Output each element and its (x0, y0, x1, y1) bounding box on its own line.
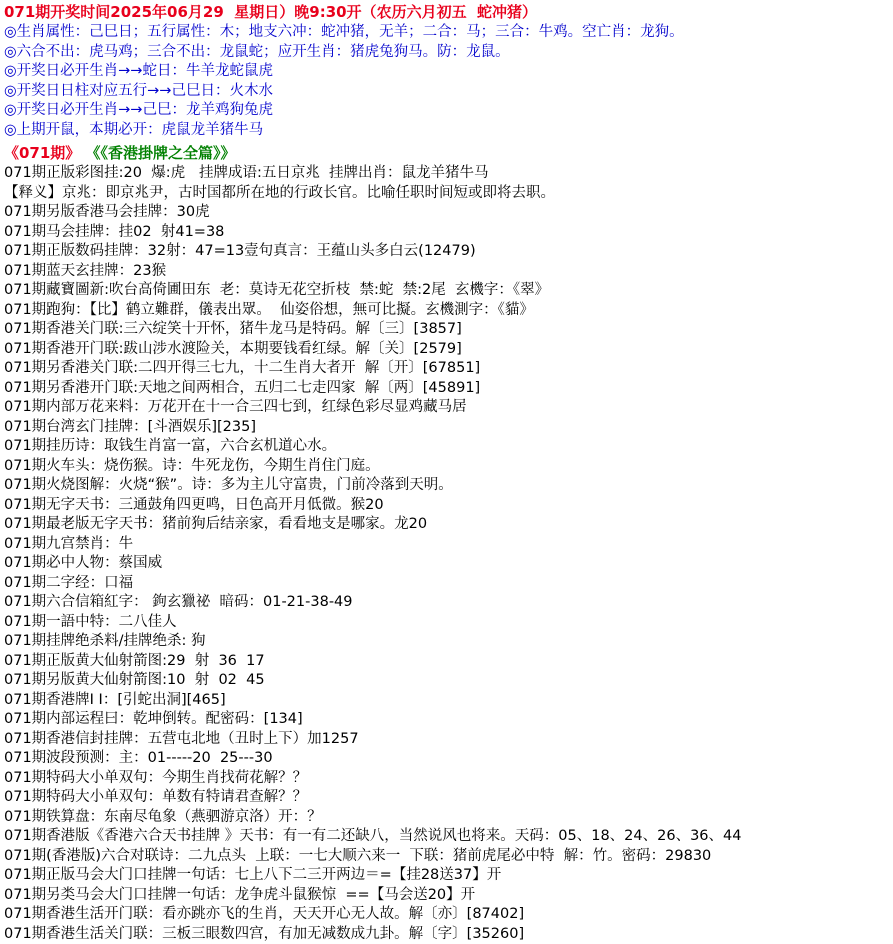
entry-line: 071期香港生活开门联：看亦跳亦飞的生肖，天天开心无人故。解〔亦〕[87402] (4, 905, 893, 925)
attribute-line: ◎六合不出：虎马鸡；三合不出：龙鼠蛇；应开生肖：猪虎兔狗马。防：龙鼠。 (4, 43, 893, 63)
entry-line: 071期挂历诗：取钱生肖富一富，六合玄机道心水。 (4, 437, 893, 457)
entries-block (4, 164, 893, 944)
entry-line: 【释义】京兆：即京兆尹，古时国都所在地的行政长官。比喻任职时间短或即将去职。 (4, 184, 893, 204)
entry-line: 071期六合信箱紅字： 鉤玄獵祕 暗码：01-21-38-49 (4, 593, 893, 613)
entry-line: 071期另版香港马会挂牌：30虎 (4, 203, 893, 223)
entry-line: 071期另香港开门联:天地之间两相合，五归二七走四家 解〔两〕[45891] (4, 379, 893, 399)
section-title (4, 143, 893, 164)
entry-line: 071期马会挂牌：挂02 射41=38 (4, 223, 893, 243)
entry-line: 071期另类马会大门口挂牌一句话：龙争虎斗鼠猴惊 ==【马会送20】开 (4, 886, 893, 906)
entry-line: 071期正版数码挂牌：32射：47=13壹句真言：王蕴山头多白云(12479) (4, 242, 893, 262)
attributes-block (4, 23, 893, 140)
entry-line: 071期香港牌I I：[引蛇出洞][465] (4, 691, 893, 711)
entry-line: 071期正版彩图挂:20 爆:虎 挂牌成语:五日京兆 挂牌出肖：鼠龙羊猪牛马 (4, 164, 893, 184)
entry-line: 071期特码大小单双句：今期生肖找荷花解？？ (4, 769, 893, 789)
entry-line: 071期藏寶圖新:吹台高倚圃田东 老：莫诗无花空折枝 禁:蛇 禁:2尾 玄機字：《翠》 (4, 281, 893, 301)
entry-line: 071期正版黄大仙射箭图:29 射 36 17 (4, 652, 893, 672)
attribute-line: ◎生肖属性：己巳日；五行属性：木；地支六冲：蛇冲猪，无羊；二合：马；三合：牛鸡。空亡肖：龙狗。 (4, 23, 893, 43)
entry-line: 071期香港信封挂牌：五营屯北地（丑时上下）加1257 (4, 730, 893, 750)
entry-line: 071期特码大小单双句：单数有特请君查解？？ (4, 788, 893, 808)
entry-line: 071期无字天书：三通鼓角四更鸣，日色高开月低微。猴20 (4, 496, 893, 516)
section-period: 《071期》 (4, 144, 80, 162)
section-title-text: 《《香港掛牌之全篇》》 (86, 144, 236, 162)
attribute-line: ◎上期开鼠，本期必开：虎鼠龙羊猪牛马 (4, 121, 893, 141)
entry-line: 071期九宫禁肖：牛 (4, 535, 893, 555)
entry-line: 071期挂牌绝杀料/挂牌绝杀: 狗 (4, 632, 893, 652)
entry-line: 071期铁算盘：东南尽龟象（燕驷游京洛）开：？ (4, 808, 893, 828)
entry-line: 071期(香港版)六合对联诗：二九点头 上联：一七大顺六来一 下联：猪前虎尾必中特 解：竹。密码：29830 (4, 847, 893, 867)
attribute-line: ◎开奖日必开生肖→→蛇日：牛羊龙蛇鼠虎 (4, 62, 893, 82)
attribute-line: ◎开奖日日柱对应五行→→己巳日：火木水 (4, 82, 893, 102)
entry-line: 071期台湾玄门挂牌：[斗酒娱乐][235] (4, 418, 893, 438)
draw-time-header: 071期开奖时间2025年06月29 星期日）晚9:30开（农历六月初五 蛇冲猪） (4, 2, 893, 23)
entry-line: 071期火烧图解：火烧“猴”。诗：多为主儿守富贵，门前冷落到天明。 (4, 476, 893, 496)
entry-line: 071期一語中特：二八佳人 (4, 613, 893, 633)
entry-line: 071期蓝天玄挂牌：23猴 (4, 262, 893, 282)
entry-line: 071期另版黄大仙射箭图:10 射 02 45 (4, 671, 893, 691)
entry-line: 071期内部运程曰：乾坤倒转。配密码：[134] (4, 710, 893, 730)
entry-line: 071期香港生活关门联：三板三眼数四宫，有加无减数成九卦。解〔字〕[35260] (4, 925, 893, 944)
entry-line: 071期内部万花来料：万花开在十一合三四七到，红绿色彩尽显鸡藏马居 (4, 398, 893, 418)
entry-line: 071期香港版《香港六合天书挂牌 》天书：有一有二还缺八，当然说风也将来。天码：05、18、24、26、36、44 (4, 827, 893, 847)
entry-line: 071期正版马会大门口挂牌一句话：七上八下二三开两边＝=【挂28送37】开 (4, 866, 893, 886)
attribute-line: ◎开奖日必开生肖→→己巳：龙羊鸡狗兔虎 (4, 101, 893, 121)
entry-line: 071期跑狗：【比】鹤立難群，儀表出眾。 仙姿俗想，無可比擬。玄機測字：《貓》 (4, 301, 893, 321)
entry-line: 071期二字经：口福 (4, 574, 893, 594)
entry-line: 071期另香港关门联:二四开得三七九，十二生肖大者开 解〔开〕[67851] (4, 359, 893, 379)
entry-line: 071期最老版无字天书：猪前狗后结亲家，看看地支是哪家。龙20 (4, 515, 893, 535)
entry-line: 071期香港关门联:三六绽笑十开怀，猪牛龙马是特码。解〔三〕[3857] (4, 320, 893, 340)
entry-line: 071期香港开门联:跋山涉水渡险关，本期要钱看红绿。解〔关〕[2579] (4, 340, 893, 360)
entry-line: 071期必中人物：蔡国威 (4, 554, 893, 574)
entry-line: 071期波段预测：主：01-----20 25---30 (4, 749, 893, 769)
entry-line: 071期火车头：烧伤猴。诗：牛死龙伤，今期生肖住门庭。 (4, 457, 893, 477)
